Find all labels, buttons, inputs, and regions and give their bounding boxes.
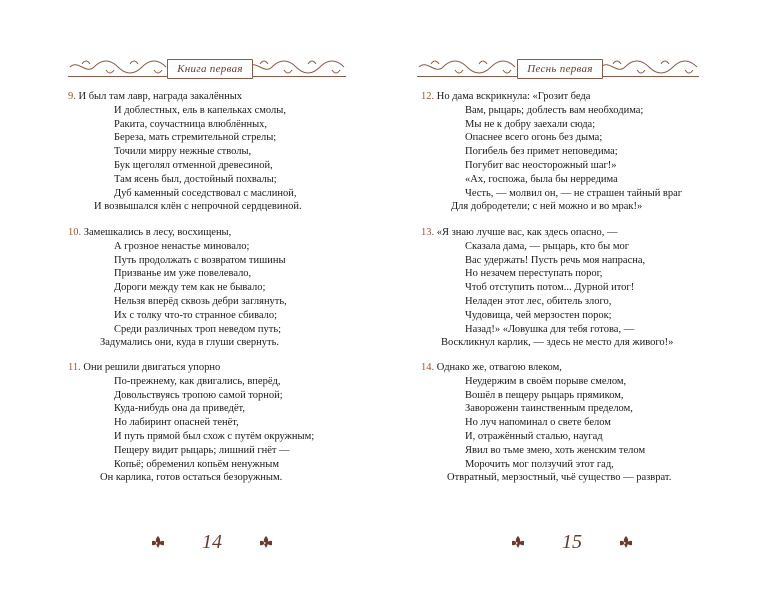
fleuron-icon [150,534,166,550]
verse-line: Призванье им уже повелевало, [114,268,252,280]
verse-line: Замешкались в лесу, восхищены, [83,227,232,238]
stanza-12 [421,90,682,214]
fleuron-icon [618,534,634,550]
verse-line: Он карлика, готов остаться безоружным. [100,472,283,484]
stanza-number: 10. [68,227,82,238]
verse-line: Но дама вскрикнула: «Грозит беда [436,91,591,102]
page-number: 15 [562,531,582,553]
stanza-number: 11. [68,362,81,373]
verse-line: Назад!» «Ловушка для тебя готова, — [465,323,635,335]
verse-line: Но луч напоминал о свете белом [465,417,611,429]
verse-line: Среди различных троп неведом путь; [114,323,282,335]
stanza-number: 9. [68,91,76,102]
verse-line: Воскликнул карлик, — здесь не место для живого!» [441,337,674,349]
running-head: Песнь первая [517,59,603,79]
verse-line: Но незачем переступать порог, [465,268,603,280]
verse-line: Неудержим в своём порыве смелом, [465,375,627,387]
running-head: Книга первая [167,59,253,79]
verse-line: Погибель без примет неповедима; [465,146,618,158]
stanza-number: 13. [421,227,435,238]
verse-line: Вошёл в пещеру рыцарь прямиком, [465,389,624,401]
verse-line: А грозное ненастье миновало; [114,240,250,252]
verse-line: По-прежнему, как двигались, вперёд, [114,375,281,387]
fleuron-icon [258,534,274,550]
left-page-header [68,56,346,82]
verse-line: Задумались они, куда в глуши свернуть. [100,337,280,349]
verse-line: И возвышался клён с непрочной сердцевиной. [94,201,302,213]
verse-line: Их с толку что-то странное сбивало; [114,309,278,321]
stanza-13 [421,226,673,350]
verse-line: Мы не к добру заехали сюда; [465,118,596,130]
verse-line: Береза, мать стремительной стрелы; [114,132,277,144]
right-page-header [417,56,699,82]
verse-line: И доблестных, ель в капельках смолы, [114,104,286,116]
verse-line: Дороги между тем как не бывало; [114,282,266,294]
verse-line: И, отражённый сталью, наугад [465,430,603,442]
verse-line: Однако же, отвагою влеком, [436,362,562,373]
verse-line: Морочить мог ползучий этот гад, [465,458,614,470]
stanza-10 [68,226,287,350]
verse-line: «Я знаю лучше вас, как здесь опасно, — [436,227,618,238]
verse-line: Неладен этот лес, обитель злого, [465,295,612,307]
stanza-9 [68,90,302,214]
verse-line: Пещеру видит рыцарь; лишний гнёт — [114,444,290,456]
verse-line: Явил во тьме змею, хоть женским телом [465,444,646,456]
verse-line: Погубит вас неосторожный шаг!» [465,159,617,171]
left-page-footer [150,530,274,554]
verse-line: Они решили двигаться упорно [83,362,221,373]
verse-line: Куда-нибудь она да приведёт, [114,403,245,415]
verse-line: Бук щеголял отменной древесиной, [114,159,273,171]
verse-line: Завороженн таинственным пределом, [465,403,633,415]
verse-line: Отвратный, мерзостный, чьё существо — разврат. [447,472,672,484]
verse-line: «Ах, госпожа, была бы нерредима [465,173,618,185]
verse-line: Ракита, соучастница влюблённых, [114,118,267,130]
verse-line: Для добродетели; с ней можно и во мрак!» [451,201,643,213]
stanza-11 [68,361,314,485]
verse-line: Чтоб отступить потом... Дурной итог! [465,282,635,294]
right-page-footer [510,530,634,554]
stanza-number: 12. [421,91,435,102]
verse-line: И путь прямой был схож с путём окружным; [114,430,315,442]
verse-line: Путь продолжать с возвратом тишины [114,254,286,266]
page-number: 14 [202,531,222,553]
verse-line: Вас удержать! Пусть речь моя напрасна, [465,254,646,266]
fleuron-icon [510,534,526,550]
verse-line: И был там лавр, награда закалённых [78,91,243,102]
verse-line: Вам, рыцарь; доблесть вам необходима; [465,104,644,116]
verse-line: Дуб каменный соседствовал с маслиной, [114,187,297,199]
stanza-number: 14. [421,362,435,373]
verse-line: Довольствуясь тропою самой торной; [114,389,283,401]
verse-line: Чудовища, чей мерзостен порок; [465,309,612,321]
verse-line: Точили мирру нежные стволы, [114,146,252,158]
verse-line: Опаснее всего огонь без дыма; [465,132,603,144]
right-page [383,0,766,596]
verse-line: Сказала дама, — рыцарь, кто бы мог [465,240,630,252]
verse-line: Честь, — молвил он, — не страшен тайный враг [465,187,683,199]
verse-line: Но лабиринт опасней тенёт, [114,417,239,429]
verse-line: Там ясень был, достойный похвалы; [114,173,277,185]
verse-line: Копьё; обременил копьём ненужным [114,458,279,470]
stanza-14 [421,361,671,485]
verse-line: Нельзя вперёд сквозь дебри заглянуть, [114,295,287,307]
